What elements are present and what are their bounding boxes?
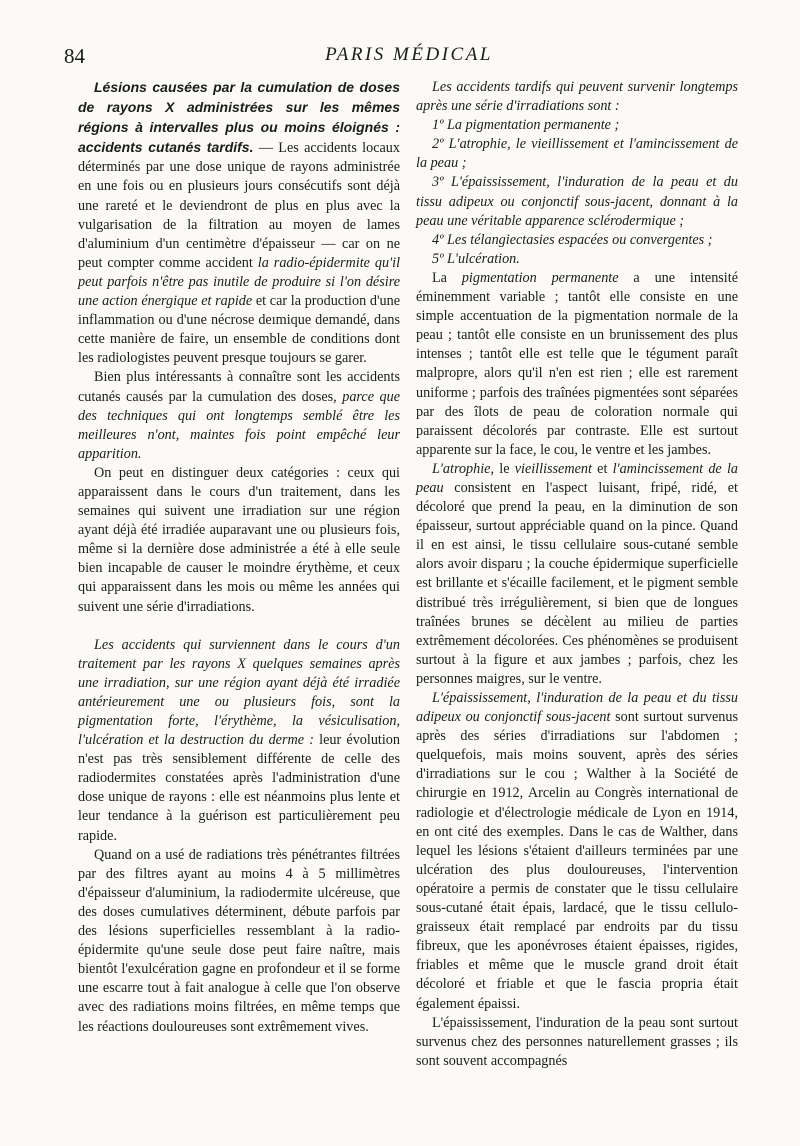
paragraph: Quand on a usé de radiations très pénétrantes filtrées par des filtres ayant au moins 4 à 5 millimètres d'épaisseur d'aluminium, la radiodermite ulcéreuse, que des doses cumulatives déterminent, débute parfois par des lésions superficielles ressemblant à la radio-épidermite qu'une seule dose peut faire naître, mais bientôt l'exulcération gagne en profondeur et il se forme une escarre tout à fait analogue à celle que l'on observe avec des radiations moins filtrées, en même temps que les réactions douloureuses sont extrêmement vives. (78, 846, 400, 1035)
paragraph-text: La (432, 269, 462, 286)
list-item-text: 2º L'atrophie, le vieillissement et l'amincissement de la peau ; (416, 136, 738, 172)
paragraph: L'épaississement, l'induration de la peau sont surtout survenus chez des personnes naturellement grasses ; ils sont souvent accompagnés (416, 1014, 738, 1069)
list-item (416, 231, 738, 250)
paragraph-italic-intro (416, 78, 738, 116)
paragraph-italic: pigmentation permanente (461, 269, 619, 286)
paragraph-text: Bien plus intéressants à connaître sont les accidents cutanés causés par la cumulation des doses, (78, 369, 400, 405)
paragraph-italic: L'atrophie (432, 460, 491, 477)
paragraph-italic: la radio-épidermite qu'il peut parfois n'être pas inutile de produire si l'on désire une action énergique et rapide (78, 254, 401, 310)
list-item (416, 250, 738, 269)
paragraph (78, 636, 400, 846)
section-heading: Lésions causées par la cumulation de doses de rayons X administrées sur les mêmes régions à intervalles plus ou moins éloignés : accidents cutanés tardifs. (78, 79, 400, 156)
list-item-text: 3º L'épaississement, l'induration de la peau et du tissu adipeux ou conjonctif sous-jacent, donnant à la peau une véritable apparence sclérodermique ; (416, 174, 738, 229)
running-title: PARIS MÉDICAL (325, 44, 493, 65)
paragraph-text: et (591, 460, 613, 477)
paragraph-italic: parce que des techniques qui ont longtemps semblé être les meilleures n'ont, maintes fois point empêché leur apparition. (78, 388, 400, 462)
left-column (78, 78, 400, 1037)
paragraph-text: , le (490, 460, 515, 477)
paragraph-italic: Les accidents qui surviennent dans le cours d'un traitement par les rayons X quelques semaines après une irradiation, sur une région ayant déjà été irradiée antérieurement une ou plusieurs fois, sont la pigmentation forte, l'érythème, la vésiculisation, l'ulcération et la destruction du derme : (78, 636, 400, 749)
paragraph (78, 368, 400, 463)
section-intro-paragraph (78, 78, 400, 368)
page-number: 84 (64, 44, 85, 68)
paragraph: On peut en distinguer deux catégories : ceux qui apparaissent dans le cours d'un traitement, dans les semaines qui suivent une irradiation sur une région ayant déjà été irradiée auparavant une ou plusieurs fois, même si la dernière dose administrée a été à elle seule bien incapable de causer le moindre érythème, et ceux qui apparaissent dans les mois ou même les années qui suivent une série d'irradiations. (78, 464, 400, 615)
paragraph-text: et car la production d'une inflammation ou d'une nécrose deımique demandé, dans cette manière de faire, un ensemble de conditions dont les radiologistes peuvent presque toujours se garer. (78, 293, 400, 367)
right-column (416, 78, 738, 1071)
page-header (64, 44, 754, 70)
paragraph-text: consistent en l'aspect luisant, fripé, ridé, et décoloré que prend la peau, en la diminution de son épaisseur, surtout appréciable quand on la pince. Quand il en est ainsi, le tissu cellulaire sous-cutané semble alors avoir disparu ; la couche épidermique superficielle est brillante et s'écaille facilement, et le pigment semble distribué très irrégulièrement, si bien que de longues traînées brunes se décèlent au milieu de parties extrêmement décolorées. Ces phénomènes se produisent surtout à la figure et aux jambes ; parfois, chez les personnes maigres, sur le ventre. (416, 479, 738, 687)
paragraph (416, 460, 738, 689)
paragraph-italic: vieillissement (514, 460, 592, 477)
list-item (416, 173, 738, 230)
paragraph-text: sont surtout survenus après des séries d'irradiations sur l'abdomen ; quelquefois, mais moins souvent, après des séries d'irradiations sur le cou ; Walther à la Société de chirurgie en 1912, Arcelin au Congrès international de radiologie et d'électrologie médicale de Lyon en 1914, en ont cité des exemples. Dans le cas de Walther, dans lequel les lésions s'étaient d'ailleurs terminées par une ulcération des plus douloureuses, l'intervention opératoire a permis de constater que le tissu cellulaire sous-cutané était épais, lardacé, que le tissu cellulo-graisseux était remplacé par endroits par du tissu fibreux, que les aponévroses étaient épaisses, rigides, friables et même que le muscle grand droit était décoloré et friable et que le fascia propria était également épaissi. (416, 709, 738, 1012)
paragraph-text: leur évolution n'est pas très sensiblement différente de celle des radiodermites constatées après l'administration d'une dose unique de rayons : elle est néanmoins plus lente et leur tendance à la guérison est particulièrement peu rapide. (78, 732, 400, 844)
paragraph-text: — Les accidents locaux déterminés par une dose unique de rayons administrée en une fois ou en plusieurs jours consécutifs sont déjà une rareté et le deviendront de plus en plus avec la vulgarisation de la filtration au moyen de lames d'aluminium d'un centimètre d'épaisseur — car on ne peut compter comme accident (78, 140, 400, 271)
list-item (416, 116, 738, 135)
paragraph-italic: Les accidents tardifs qui peuvent survenir longtemps après une série d'irradiations sont : (416, 79, 738, 115)
list-item (416, 135, 738, 173)
paragraph (416, 269, 738, 460)
paragraph-italic: L'épaississement, l'induration de la peau et du tissu adipeux ou conjonctif sous-jacent (416, 690, 738, 726)
paragraph-italic: l'amincissement de la peau (416, 460, 738, 496)
list-item-text: 5º L'ulcération. (432, 250, 520, 267)
list-item-text: 1º La pigmentation permanente ; (432, 117, 620, 134)
paragraph-text: a une intensité éminemment variable ; tantôt elle consiste en une simple accentuation de la pigmentation normale de la peau ; tantôt elle consiste en un brunissement des plus intenses ; tantôt elle est telle que le tégument paraît malpropre, alors qu'il n'en est rien ; elle est rarement uniforme ; parfois des traînées pigmentées sont séparées par des îlots de peau de coloration normale qui paraissent décolorés par contraste. Elle est surtout apparente sur la face, le cou, le ventre et les jambes. (416, 269, 738, 458)
paragraph (416, 689, 738, 1014)
list-item-text: 4º Les télangiectasies espacées ou convergentes ; (432, 231, 713, 248)
